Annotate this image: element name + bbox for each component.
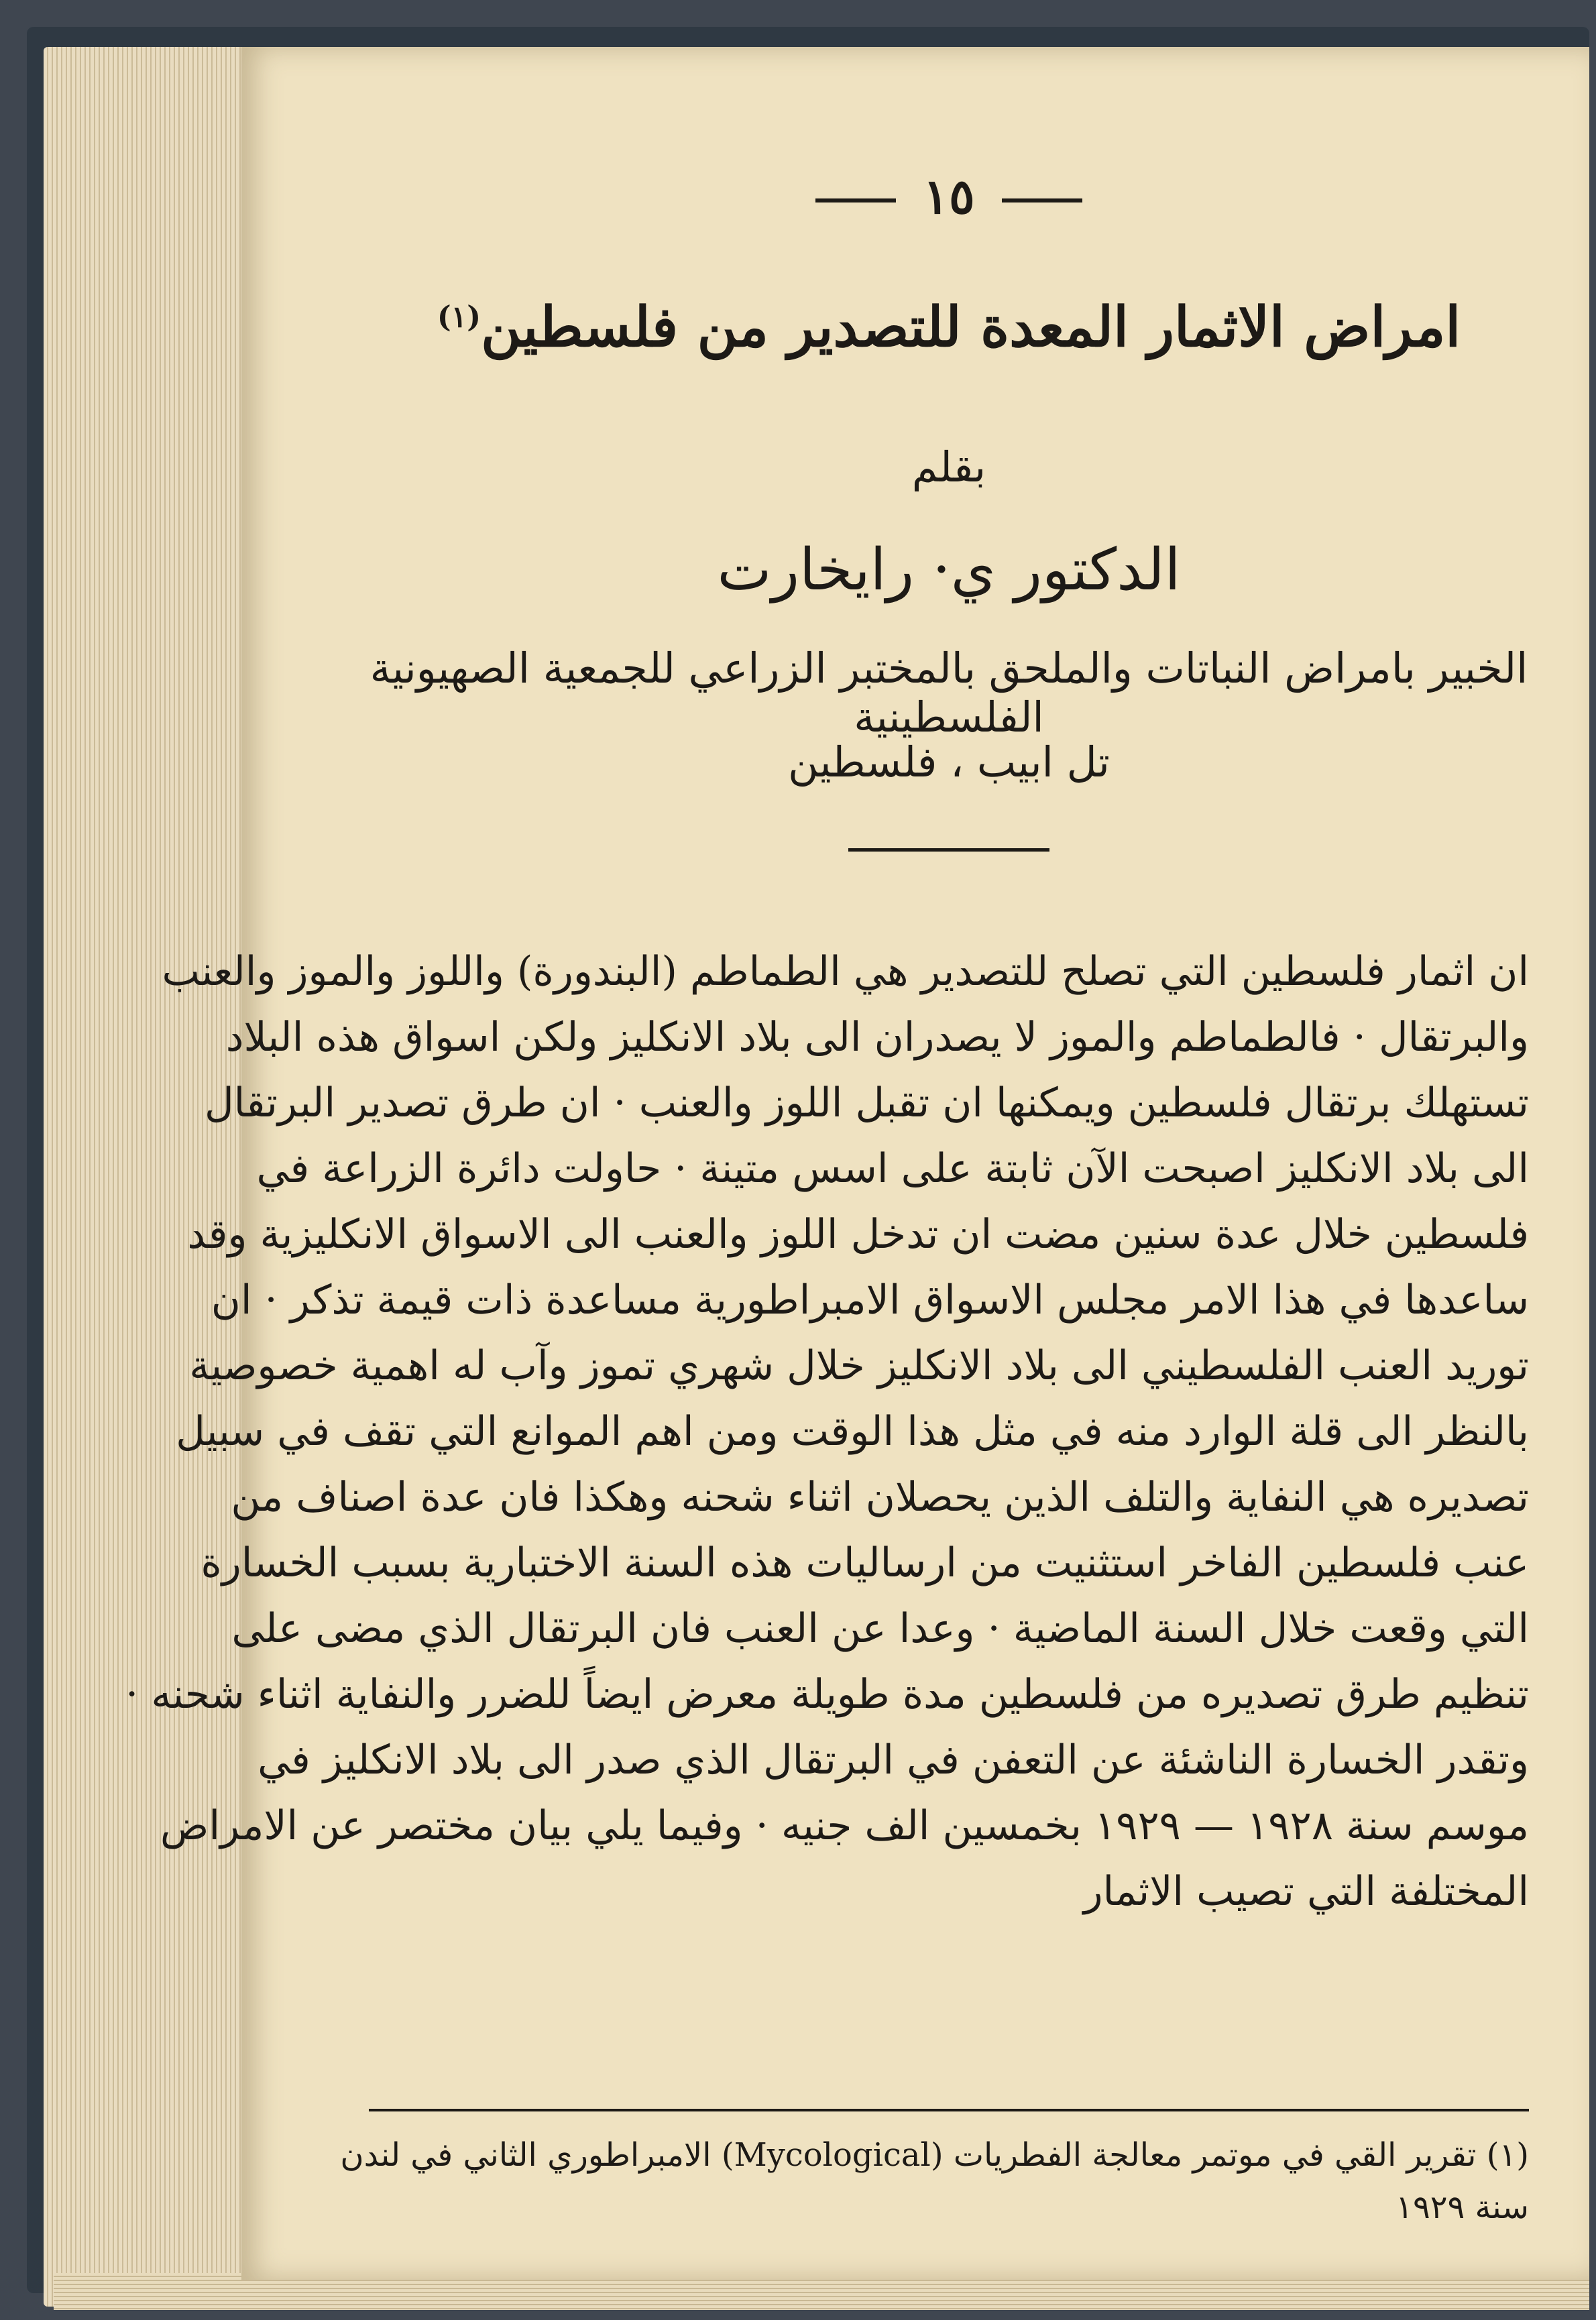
body-line: ان اثمار فلسطين التي تصلح للتصدير هي الطماطم (البندورة) واللوز والموز والعنب [162,948,1529,995]
body-line: والبرتقال · فالطماطم والموز لا يصدران الى بلاد الانكليز ولكن اسواق هذه البلاد [225,1014,1529,1061]
body-line: التي وقعت خلال السنة الماضية · وعدا عن العنب فان البرتقال الذي مضى على [231,1605,1529,1652]
body-line: تصديره هي النفاية والتلف الذين يحصلان اثناء شحنه وهكذا فان عدة اصناف من [231,1474,1529,1521]
title-footnote-mark: (١) [437,300,481,335]
body-line: تنظيم طرق تصديره من فلسطين مدة طويلة معرض ايضاً للضرر والنفاية اثناء شحنه · [125,1671,1529,1718]
page-number-dash-left [815,198,896,202]
body-line: ساعدها في هذا الامر مجلس الاسواق الامبراطورية مساعدة ذات قيمة تذكر · ان [211,1277,1529,1324]
body-line: عنب فلسطين الفاخر استثنيت من ارساليات هذه السنة الاختبارية بسبب الخسارة [201,1540,1529,1586]
byline-label: بقلم [911,443,986,491]
body-line: تستهلك برتقال فلسطين ويمكنها ان تقبل اللوز والعنب · ان طرق تصدير البرتقال [205,1080,1529,1126]
body-line: بالنظر الى قلة الوارد منه في مثل هذا الوقت ومن اهم الموانع التي تقف في سبيل [176,1408,1529,1455]
author-name: الدكتور ي· رايخارت [717,536,1181,603]
author-location: تل ابيب ، فلسطين [788,738,1110,787]
footnote [340,2129,1529,2234]
author-role: الخبير بامراض النباتات والملحق بالمختبر الزراعي للجمعية الصهيونية الفلسطينية [369,644,1528,742]
page-content [125,47,1529,2280]
page-number-text: ١٥ [923,168,975,225]
body-line: فلسطين خلال عدة سنين مضت ان تدخل اللوز والعنب الى الاسواق الانكليزية وقد [187,1211,1529,1258]
body-text [125,939,1529,1924]
article-title-text: امراض الاثمار المعدة للتصدير من فلسطين [481,295,1461,359]
body-line: الى بلاد الانكليز اصبحت الآن ثابتة على اسس متينة · حاولت دائرة الزراعة في [256,1145,1529,1192]
footnote-rule [369,2109,1529,2111]
title-separator [848,848,1049,852]
body-line: موسم سنة ١٩٢٨ — ١٩٢٩ بخمسين الف جنيه · وفيما يلي بيان مختصر عن الامراض [160,1802,1529,1849]
article-title [369,295,1529,359]
book-page [125,47,1589,2280]
body-line: وتقدر الخسارة الناشئة عن التعفن في البرتقال الذي صدر الى بلاد الانكليز في [258,1737,1529,1784]
body-line: المختلفة التي تصيب الاثمار [1083,1868,1529,1915]
page-number [369,168,1529,225]
page-number-dash-right [1002,198,1082,202]
footnote-line: سنة ١٩٢٩ [1395,2189,1529,2226]
body-line: توريد العنب الفلسطيني الى بلاد الانكليز خلال شهري تموز وآب له اهمية خصوصية [189,1342,1529,1389]
footnote-line: (١) تقرير القي في موتمر معالجة الفطريات (Mycological) الامبراطوري الثاني في لندن [340,2136,1529,2174]
